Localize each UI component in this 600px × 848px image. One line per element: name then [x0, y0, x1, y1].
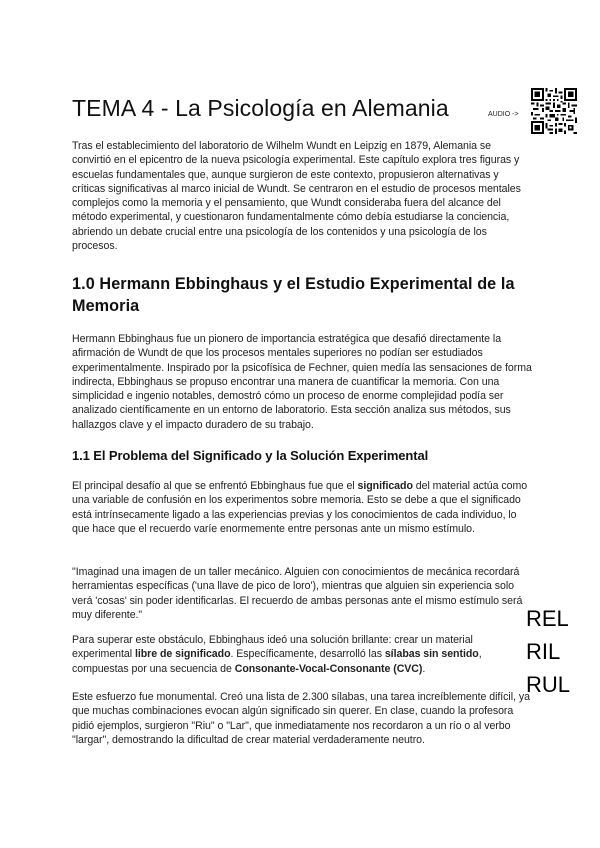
audio-label: AUDIO ->	[488, 111, 519, 118]
text-run: . Específicamente, desarrolló las	[230, 648, 385, 661]
side-note-word: RIL	[526, 639, 561, 664]
bold-term: significado	[357, 480, 413, 492]
text-run: , compuestas por una secuencia de	[72, 648, 482, 675]
subsection-heading: 1.1 El Problema del Significado y la Solución Experimental	[72, 448, 429, 463]
page-title: TEMA 4 - La Psicología en Alemania	[72, 95, 449, 121]
side-note-word: RUL	[526, 672, 571, 697]
section-heading: 1.0 Hermann Ebbinghaus y el Estudio Experimental de la Memoria	[72, 275, 515, 315]
text-run: Para superar este obstáculo, Ebbinghaus ideó una solución brillante: crear un material experimental	[72, 634, 473, 661]
text-run: El principal desafío al que se enfrentó Ebbinghaus fue que el	[72, 480, 358, 492]
section-paragraph: Hermann Ebbinghaus fue un pionero de importancia estratégica que desafió directamente la afirmación de Wundt de que los procesos mentales superiores no podían ser estudiados experimentalmente. Inspirado por la psicofísica de Fechner, quien medía las sensaciones de forma indirecta, Ebbinghaus se propuso encontrar una manera de cuantificar la memoria. Con una simplicidad e ingenio notables, demostró cómo un proceso de enorme complejidad podía ser analizado científicamente en un entorno de laboratorio. Esta sección analiza sus métodos, sus hallazgos clave y el impacto duradero de su trabajo.	[72, 333, 532, 431]
effort-paragraph: Este esfuerzo fue monumental. Creó una lista de 2.300 sílabas, una tarea increíblemente difícil, ya que muchas combinaciones evocan algún significado sin querer. En clase, cuando la profesora pidió ejemplos, surgieron "Riu" o "Lar", que inmediatamente nos recordaron a un río o al verbo "largar", demostrando la dificultad de crear material verdaderamente neutro.	[72, 691, 530, 746]
text-run: del material actúa como una variable de confusión en los experimentos sobre memoria. Esto se debe a que el significado está intrínsecamente ligado a las experiencias previas y los conocimientos de cada individuo, lo que hace que el recuerdo varíe enormemente entre personas ante un mismo estímulo.	[72, 480, 528, 535]
solution-paragraph	[72, 633, 512, 676]
bold-term: sílabas sin sentido	[384, 648, 479, 661]
quote-paragraph: "Imaginad una imagen de un taller mecánico. Alguien con conocimientos de mecánica recordará herramientas específicas ('una llave de pico de loro'), mientras que alguien sin experiencia solo verá 'cosas' sin poder identificarlas. El recuerdo de ambas personas ante el mismo estímulo será muy diferente."	[72, 566, 523, 621]
text-run: .	[422, 662, 426, 675]
bold-term: Consonante-Vocal-Consonante (CVC)	[234, 662, 423, 675]
qr-code-icon[interactable]	[531, 88, 577, 134]
meaning-paragraph	[72, 479, 532, 536]
intro-paragraph: Tras el establecimiento del laboratorio de Wilhelm Wundt en Leipzig en 1879, Alemania se convirtió en el epicentro de la nueva psicología experimental. Este capítulo explora tres figuras y escuelas fundamentales que, aunque surgieron de este contexto, propusieron alternativas y críticas significativas al marco inicial de Wundt. Se centraron en el estudio de procesos mentales complejos como la memoria y el pensamiento, que Wundt consideraba fuera del alcance del método experimental, y cuestionaron fundamentalmente cómo debía estudiarse la conciencia, abriendo un debate crucial entre una psicología de los contenidos y una psicología de los procesos.	[72, 140, 521, 253]
handwritten-side-notes	[526, 602, 596, 701]
bold-term: libre de significado	[134, 648, 231, 661]
side-note-word: REL	[526, 606, 569, 631]
